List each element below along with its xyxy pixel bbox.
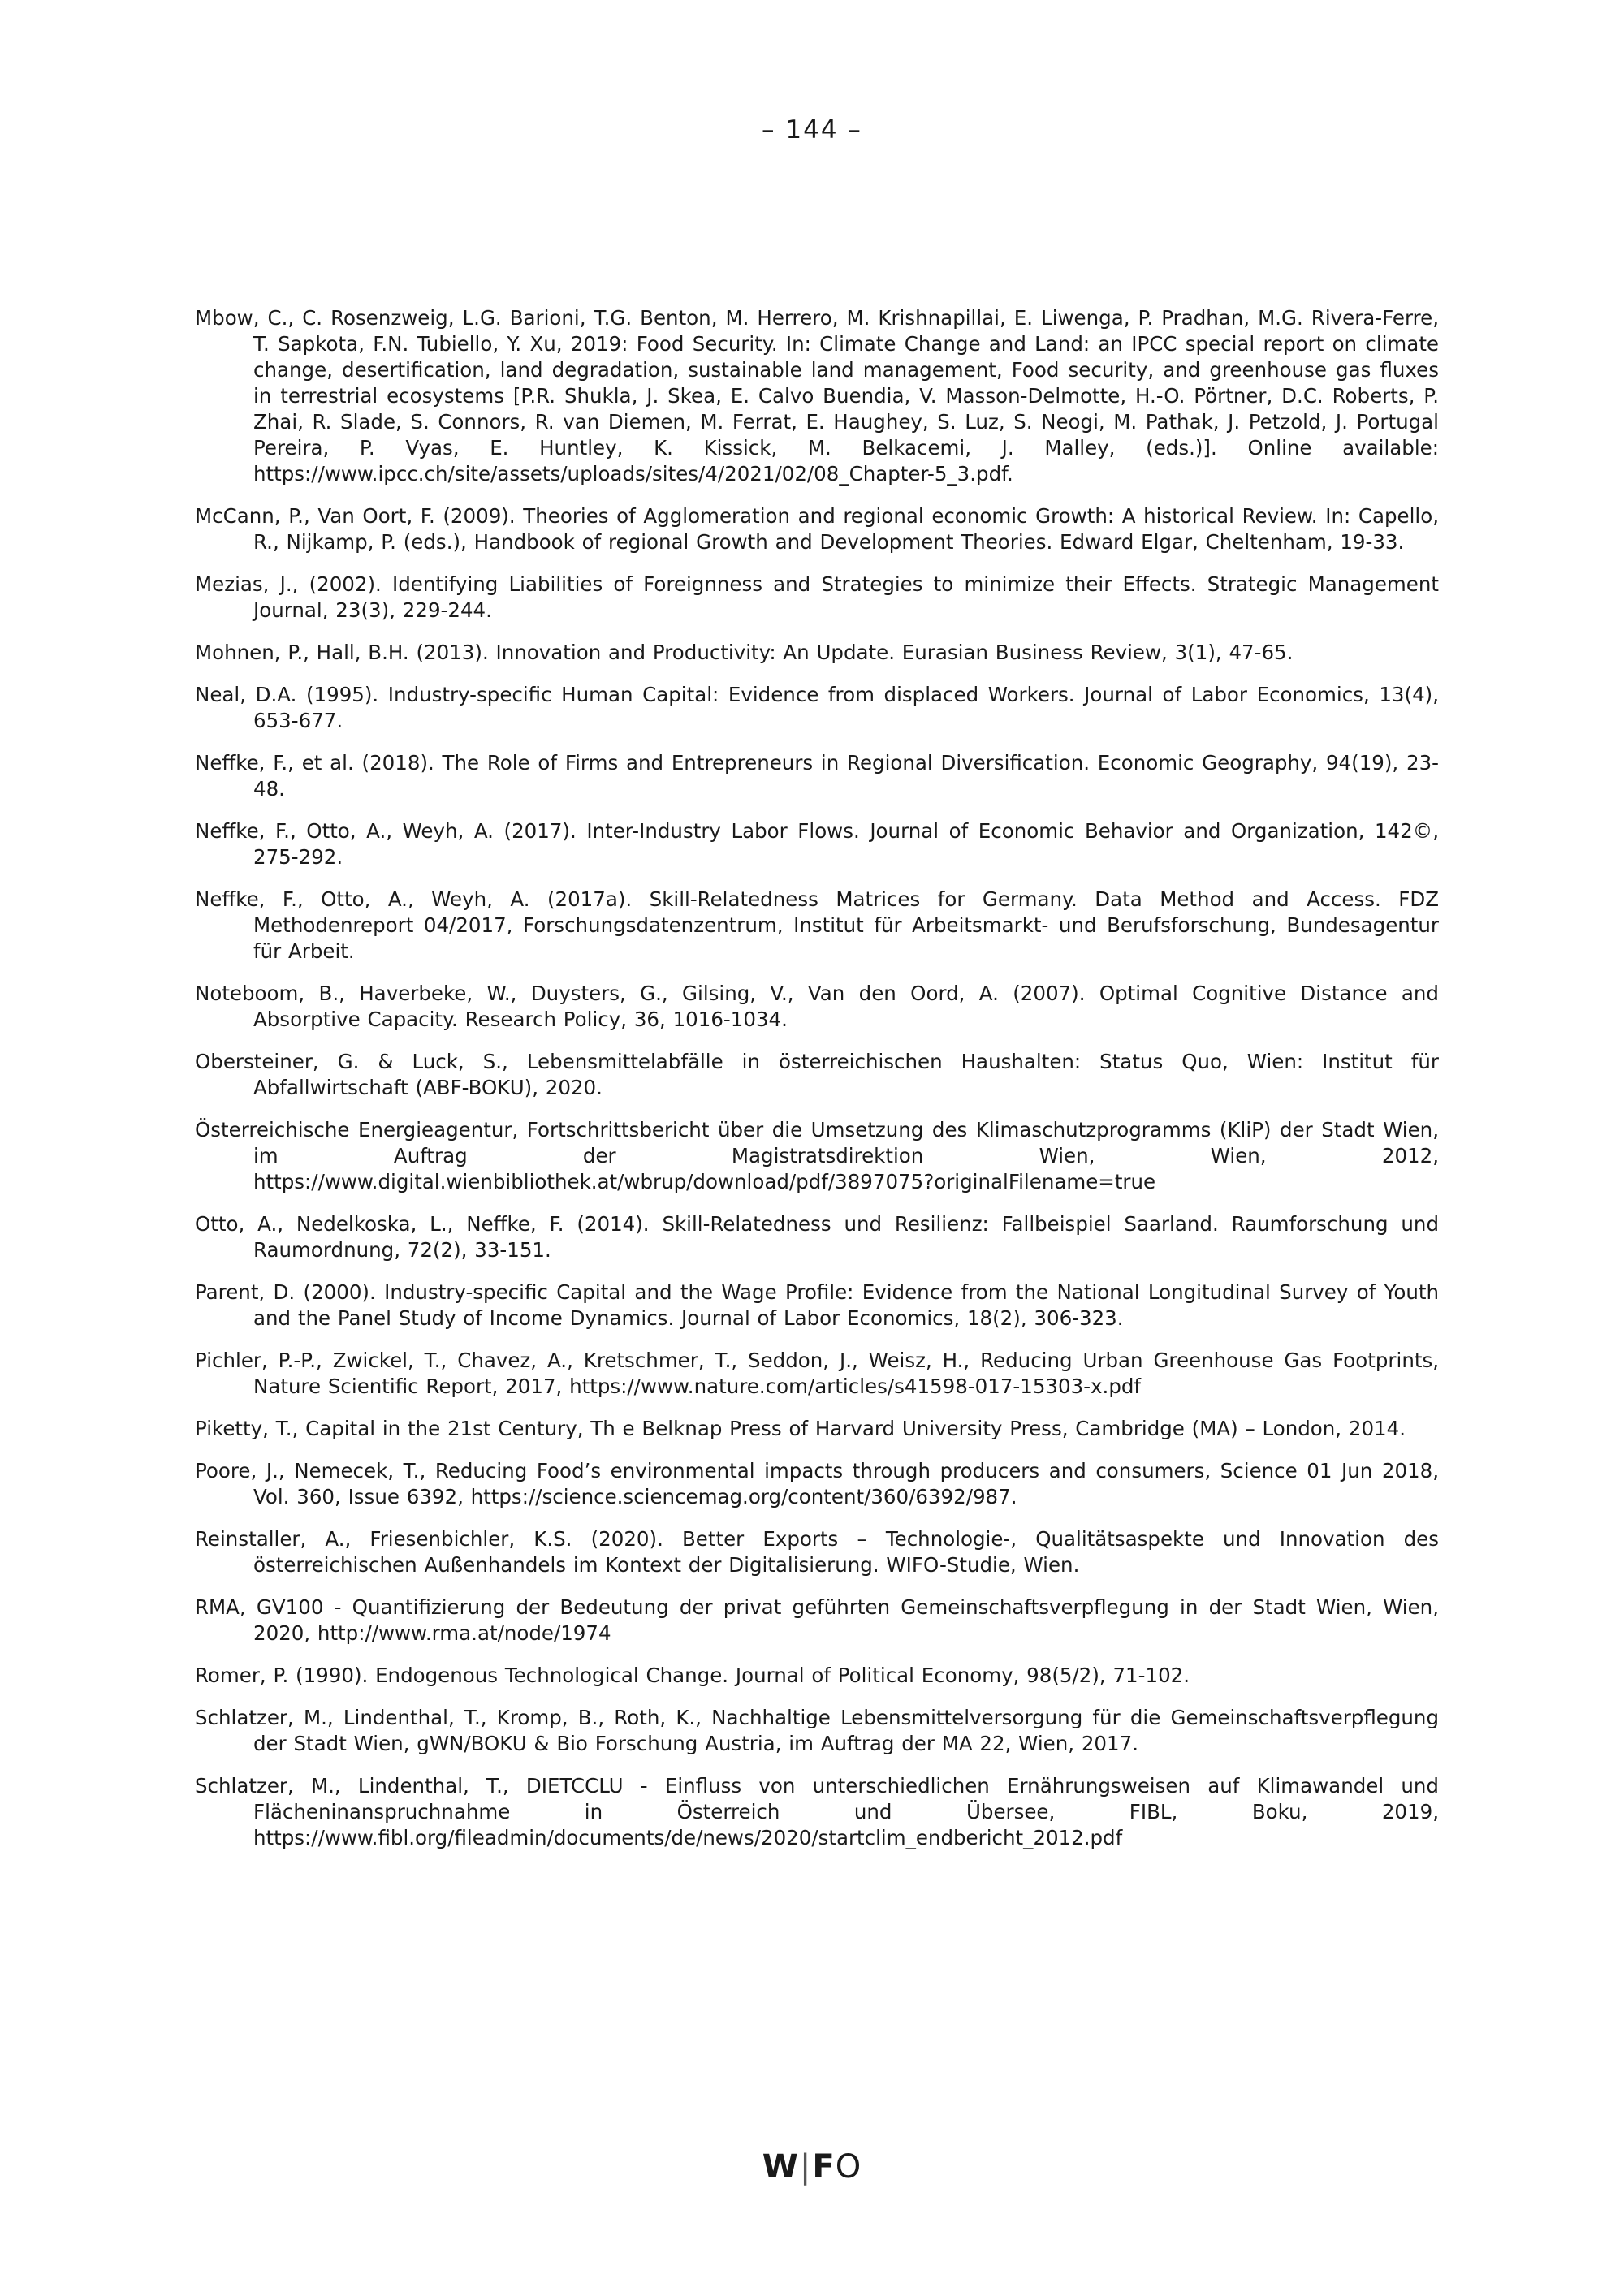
reference-entry: Obersteiner, G. & Luck, S., Lebensmittelabfälle in österreichischen Haushalten: Status Quo, Wien: Institut für Abfallwirtschaft (ABF-BOKU), 2020.	[195, 1050, 1439, 1099]
reference-list	[195, 305, 1439, 1867]
reference-entry: Neal, D.A. (1995). Industry-specific Human Capital: Evidence from displaced Workers. Journal of Labor Economics, 13(4), 653-677.	[195, 683, 1439, 732]
reference-entry: Piketty, T., Capital in the 21st Century, Th e Belknap Press of Harvard University Press, Cambridge (MA) – London, 2014.	[195, 1417, 1406, 1440]
reference-entry: Poore, J., Nemecek, T., Reducing Food’s environmental impacts through producers and consumers, Science 01 Jun 2018, Vol. 360, Issue 6392, https://science.sciencemag.org/content/360/6392/987.	[195, 1459, 1439, 1508]
reference-entry: Otto, A., Nedelkoska, L., Neffke, F. (2014). Skill-Relatedness und Resilienz: Fallbeispiel Saarland. Raumforschung und Raumordnung, 72(2), 33-151.	[195, 1212, 1439, 1262]
logo-letter-w: W	[762, 2148, 799, 2186]
reference-entry: Schlatzer, M., Lindenthal, T., Kromp, B., Roth, K., Nachhaltige Lebensmittelversorgung für die Gemeinschaftsverpflegung der Stadt Wien, gWN/BOKU & Bio Forschung Austria, im Auftrag der MA 22, Wien, 2017.	[195, 1706, 1439, 1755]
reference-entry: McCann, P., Van Oort, F. (2009). Theories of Agglomeration and regional economic Growth: A historical Review. In: Capello, R., Nijkamp, P. (eds.), Handbook of regional Growth and Development Theories. Edward Elgar, Cheltenham, 19-33.	[195, 504, 1439, 554]
page-number: – 144 –	[762, 115, 862, 145]
wifo-logo	[0, 2148, 1624, 2186]
reference-entry: Pichler, P.-P., Zwickel, T., Chavez, A., Kretschmer, T., Seddon, J., Weisz, H., Reducing Urban Greenhouse Gas Footprints, Nature Scientific Report, 2017, https://www.nature.com/articles/s41598-017-15303-x.pdf	[195, 1349, 1439, 1398]
reference-entry: Neffke, F., et al. (2018). The Role of Firms and Entrepreneurs in Regional Diversification. Economic Geography, 94(19), 23-48.	[195, 751, 1439, 801]
reference-entry: Neffke, F., Otto, A., Weyh, A. (2017a). Skill-Relatedness Matrices for Germany. Data Method and Access. FDZ Methodenreport 04/2017, Forschungsdatenzentrum, Institut für Arbeitsmarkt- und Berufsforschung, Bundesagentur für Arbeit.	[195, 887, 1439, 963]
reference-entry: Österreichische Energieagentur, Fortschrittsbericht über die Umsetzung des Klimaschutzprogramms (KliP) der Stadt Wien, im Auftrag der Magistratsdirektion Wien, Wien, 2012, https://www.digital.wienbibliothek.at/wbrup/download/pdf/3897075?originalFilename=true	[195, 1118, 1439, 1193]
reference-entry: Reinstaller, A., Friesenbichler, K.S. (2020). Better Exports – Technologie-, Qualitätsaspekte und Innovation des österreichischen Außenhandels im Kontext der Digitalisierung. WIFO-Studie, Wien.	[195, 1527, 1439, 1577]
reference-entry: Mohnen, P., Hall, B.H. (2013). Innovation and Productivity: An Update. Eurasian Business Review, 3(1), 47-65.	[195, 641, 1294, 664]
reference-entry: Schlatzer, M., Lindenthal, T., DIETCCLU - Einfluss von unterschiedlichen Ernährungsweisen auf Klimawandel und Flächeninanspruchnahme in Österreich und Übersee, FIBL, Boku, 2019, https://www.fibl.org/fileadmin/documents/de/news/2020/startclim_endbericht_2012.pdf	[195, 1774, 1439, 1849]
reference-entry: Parent, D. (2000). Industry-specific Capital and the Wage Profile: Evidence from the National Longitudinal Survey of Youth and the Panel Study of Income Dynamics. Journal of Labor Economics, 18(2), 306-323.	[195, 1280, 1439, 1330]
reference-entry: RMA, GV100 - Quantifizierung der Bedeutung der privat geführten Gemeinschaftsverpflegung in der Stadt Wien, Wien, 2020, http://www.rma.at/node/1974	[195, 1595, 1439, 1645]
reference-entry: Mezias, J., (2002). Identifying Liabilities of Foreignness and Strategies to minimize their Effects. Strategic Management Journal, 23(3), 229-244.	[195, 572, 1439, 622]
logo-letter-o: O	[835, 2148, 862, 2186]
reference-entry: Noteboom, B., Haverbeke, W., Duysters, G., Gilsing, V., Van den Oord, A. (2007). Optimal Cognitive Distance and Absorptive Capacity. Research Policy, 36, 1016-1034.	[195, 982, 1439, 1031]
logo-bar: |	[799, 2148, 812, 2186]
reference-entry: Romer, P. (1990). Endogenous Technological Change. Journal of Political Economy, 98(5/2), 71-102.	[195, 1664, 1190, 1687]
reference-entry: Mbow, C., C. Rosenzweig, L.G. Barioni, T.G. Benton, M. Herrero, M. Krishnapillai, E. Liwenga, P. Pradhan, M.G. Rivera-Ferre, T. Sapkota, F.N. Tubiello, Y. Xu, 2019: Food Security. In: Climate Change and Land: an IPCC special report on climate change, desertification, land degradation, sustainable land management, Food security, and greenhouse gas fluxes in terrestrial ecosystems [P.R. Shukla, J. Skea, E. Calvo Buendia, V. Masson-Delmotte, H.-O. Pörtner, D.C. Roberts, P. Zhai, R. Slade, S. Connors, R. van Diemen, M. Ferrat, E. Haughey, S. Luz, S. Neogi, M. Pathak, J. Petzold, J. Portugal Pereira, P. Vyas, E. Huntley, K. Kissick, M. Belkacemi, J. Malley, (eds.)]. Online available: https://www.ipcc.ch/site/assets/uploads/sites/4/2021/02/08_Chapter-5_3.pdf.	[195, 306, 1439, 486]
reference-entry: Neffke, F., Otto, A., Weyh, A. (2017). Inter-Industry Labor Flows. Journal of Economic Behavior and Organization, 142©, 275-292.	[195, 819, 1439, 869]
logo-letter-f: F	[812, 2148, 836, 2186]
